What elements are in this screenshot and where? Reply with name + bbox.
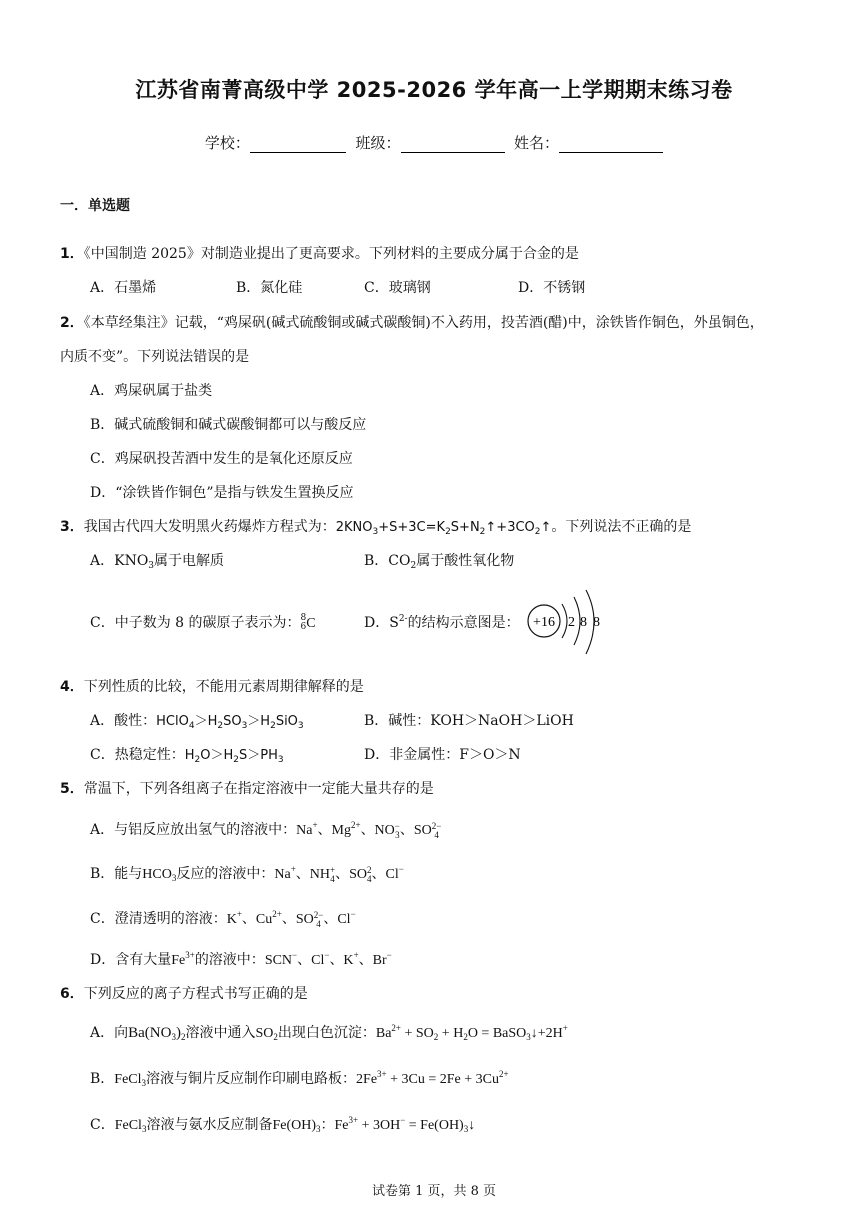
question-1 (60, 243, 579, 263)
question-2 (60, 312, 764, 332)
option-c-text: C． (90, 1117, 115, 1133)
page-footer: 试卷第 1 页，共 8 页 (371, 1184, 497, 1199)
question-stem-end: 。下列说法不正确的是 (551, 519, 692, 535)
option-d: D．含有大量$Fe^{3+}$的溶液中：SCN−、Cl−、K+、Br− (90, 950, 392, 968)
option-a-text: A．与铝反应放出氢气的溶液中： (90, 822, 297, 838)
option-d: D．非金属性：F＞O＞N (364, 747, 521, 763)
school-label: 学校： (204, 134, 250, 152)
option-a-text: A．向 (90, 1025, 129, 1041)
school-blank (250, 136, 346, 153)
option-a: A．石墨烯 (90, 280, 157, 296)
option-d: D．不锈钢 (518, 280, 586, 296)
option-c: C．FeCl$_3$溶液与氨水反应制备$Fe(OH)_3$：$Fe^{3+} + 3OH^-$ = $Fe(OH)_3↓$ (90, 1115, 476, 1134)
question-3 (60, 516, 691, 537)
option-b-text: B． (90, 1071, 115, 1087)
option-d-text-mid: 的溶液中： (194, 952, 265, 968)
option-c: C．热稳定性：$H_2O>H_2S>PH_3$ (90, 747, 284, 765)
question-6 (60, 983, 308, 1003)
question-number: 2． (60, 315, 84, 331)
option-a: A．与铝反应放出氢气的溶液中：Na+、$Mg^{2+}$、NO− 3、SO2− 4 (90, 820, 442, 840)
option-b-text-mid: 溶液与铜片反应制作印刷电路板： (146, 1071, 357, 1087)
option-b: B．FeCl$_3$溶液与铜片反应制作印刷电路板：$2Fe^{3+} + 3Cu = 2Fe + 3Cu^{2+}$ (90, 1069, 509, 1088)
option-a: A．向$Ba(NO_3)_2$溶液中通入$SO_2$出现白色沉淀：$Ba^{2+} + SO_2 + H_2O$ = BaSO$_3$↓+2H+ (90, 1023, 568, 1042)
option-b-text-end: 属于酸性氧化物 (416, 553, 515, 569)
question-4 (60, 676, 364, 696)
option-d-text: D．S (364, 615, 399, 631)
shell-electrons-2: 8 (580, 615, 587, 630)
isotope-notation: 8 6 (300, 613, 307, 632)
question-number: 5． (60, 781, 84, 797)
page-title: 江苏省南菁高级中学 2025-2026 学年高一上学期期末练习卷 (135, 78, 733, 102)
class-blank (401, 136, 505, 153)
option-c-text: C．中子数为 8 的碳原子表示为： (90, 615, 301, 631)
question-stem: 《中国制造 2025》对制造业提出了更高要求。下列材料的主要成分属于合金的是 (83, 246, 579, 262)
nucleus-charge: +16 (533, 615, 555, 630)
question-5 (60, 778, 434, 798)
option-b: B．碱性：KOH＞NaOH＞LiOH (364, 713, 574, 729)
class-label: 班级： (355, 134, 401, 152)
question-stem: 下列反应的离子方程式书写正确的是 (83, 986, 308, 1002)
option-c: C．中子数为 8 的碳原子表示为：8 6C (90, 613, 316, 632)
name-label: 姓名： (514, 134, 560, 152)
option-b-text: B．能与 (90, 866, 143, 882)
equation: $2KNO_3+S+3C=K_2S+N_2↑+3CO_2↑$ (335, 520, 552, 537)
shell-electrons-3: 8 (593, 615, 600, 630)
option-b: B．能与$HCO_3$反应的溶液中：Na+、NH+ 4、SO2 4、Cl− (90, 864, 404, 884)
option-c-text: C．澄清透明的溶液： (90, 911, 227, 927)
option-c-text: C．热稳定性： (90, 747, 185, 763)
option-a-text: A．酸性： (90, 713, 157, 729)
option-d: D．“涂铁皆作铜色”是指与铁发生置换反应 (90, 485, 354, 501)
shell-electrons-1: 2 (568, 615, 575, 630)
option-c: C．鸡屎矾投苦酒中发生的是氧化还原反应 (90, 451, 353, 467)
question-stem: 常温下，下列各组离子在指定溶液中一定能大量共存的是 (83, 781, 434, 797)
option-b: B．$CO_2$属于酸性氧化物 (364, 553, 515, 571)
option-a-text-mid2: 出现白色沉淀： (277, 1025, 376, 1041)
option-a-text: A．KNO (90, 553, 149, 569)
option-a-text-end: 属于电解质 (154, 553, 225, 569)
option-a: A．酸性：$HClO_4>H_2SO_3>H_2SiO_3$ (90, 713, 304, 731)
option-a: A．$KNO_3$属于电解质 (90, 553, 225, 571)
question-number: 6． (60, 986, 84, 1002)
question-number: 4． (60, 679, 84, 695)
question-stem: 我国古代四大发明黑火药爆炸方程式为： (83, 519, 336, 535)
question-stem-line1: 《本草经集注》记载，“鸡屎矾(碱式硫酸铜或碱式碳酸铜)不入药用，投苦酒(醋)中，涂铁皆作铜色，外虽铜色， (83, 315, 764, 331)
student-info (0, 132, 868, 153)
option-d-text: D．含有大量 (90, 952, 172, 968)
ion-structure-diagram (522, 588, 612, 660)
name-blank (559, 136, 663, 153)
option-d-text-end: 的结构示意图是： (407, 615, 520, 631)
option-b-text: B．CO (364, 553, 411, 569)
option-b: B．氮化硅 (236, 280, 303, 296)
option-c: C．澄清透明的溶液：K+、$Cu^{2+}$、SO2− 4 、Cl− (90, 909, 356, 929)
option-b: B．碱式硫酸铜和碱式碳酸铜都可以与酸反应 (90, 417, 367, 433)
question-stem: 下列性质的比较，不能用元素周期律解释的是 (83, 679, 364, 695)
option-b-text-mid: 反应的溶液中： (176, 866, 275, 882)
shell-arc-1 (562, 604, 567, 638)
option-c-text-mid: 溶液与氨水反应制备 (146, 1117, 273, 1133)
question-number: 1． (60, 246, 84, 262)
option-c: C．玻璃钢 (364, 280, 431, 296)
question-stem-line2: 内质不变”。下列说法错误的是 (60, 349, 250, 365)
section-title: 一．单选题 (60, 198, 130, 214)
option-a-text-mid: 溶液中通入 (185, 1025, 256, 1041)
option-a: A．鸡屎矾属于盐类 (90, 383, 213, 399)
question-number: 3． (60, 519, 84, 535)
option-d: D．$S^{2-}$的结构示意图是： (364, 614, 520, 631)
